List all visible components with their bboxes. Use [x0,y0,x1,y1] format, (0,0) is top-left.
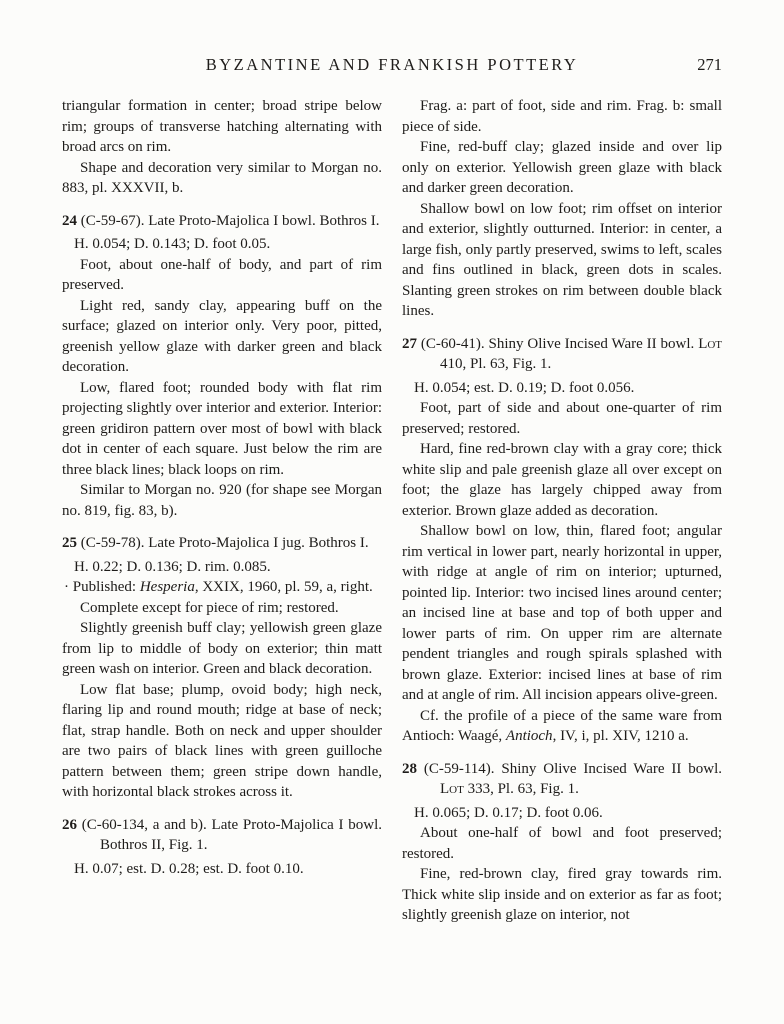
entry-number: 25 [62,535,77,551]
crossref-post: , IV, i, pl. XIV, 1210 a. [552,728,689,744]
catalog-entry-heading-28 [402,759,722,800]
entry-title-pre: (C-60-41). Shiny Olive Incised Ware II bowl. [420,335,699,352]
paragraph: About one-half of bowl and foot preserved; restored. [402,825,722,862]
cross-reference [402,706,722,747]
page-header [62,55,722,77]
catalog-entry-heading-27 [402,334,722,375]
entry-number: 24 [62,212,77,229]
entry-title: (C-60-134, a and b). Late Proto-Majolica I bowl. Bothros II, Fig. 1. [81,816,382,853]
paragraph: Similar to Morgan no. 920 (for shape see Morgan no. 819, fig. 83, b). [62,482,382,519]
paragraph: Low flat base; plump, ovoid body; high neck, flaring lip and round mouth; ridge at base of neck; flat, strap handle. Both on neck and upper shoulder are two pairs of black lines with green guilloche pattern between them; green stripe down handle, with horizontal black strokes across it. [62,681,382,800]
entry-title-post: 333, Pl. 63, Fig. 1. [463,781,579,797]
paragraph-continuation: triangular formation in center; broad stripe below rim; groups of transverse hatching alternating with broad arcs on rim. [62,98,382,155]
measurements-line: H. 0.054; est. D. 0.19; D. foot 0.056. [414,379,635,396]
entry-title-pre: (C-59-114). Shiny Olive Incised Ware II bowl. [423,760,723,777]
crossref-pre: Cf. the profile of a piece of the same ware from Antioch: Waagé, [402,707,722,744]
catalog-entry-heading-26 [62,815,382,856]
paragraph: Low, flared foot; rounded body with flat rim projecting slightly over interior and exterior. Interior: green gridiron pattern over most of bowl with black dot in center of each square. Just below the rim are three black lines; black loops on rim. [62,379,382,478]
running-head-title: BYZANTINE AND FRANKISH POTTERY [205,55,579,74]
entry-lot-smallcaps: Lot [698,335,723,352]
entry-title: (C-59-67). Late Proto-Majolica I bowl. Bothros I. [80,212,380,229]
measurements-line: H. 0.054; D. 0.143; D. foot 0.05. [74,236,271,252]
entry-title-post: 410, Pl. 63, Fig. 1. [440,356,552,372]
entry-title: (C-59-78). Late Proto-Majolica I jug. Bothros I. [80,535,369,551]
paragraph: Foot, about one-half of body, and part of rim preserved. [62,256,382,293]
entry-number: 27 [402,335,417,352]
paragraph: Complete except for piece of rim; restored. [80,599,339,616]
paragraph: Light red, sandy clay, appearing buff on the surface; glazed on interior only. Very poor, pitted, greenish yellow glaze with darker green and black decoration. [62,297,382,375]
paragraph: Frag. a: part of foot, side and rim. Frag. b: small piece of side. [402,98,722,135]
text-column-left [62,96,382,926]
paragraph: Shape and decoration very similar to Morgan no. 883, pl. XXXVII, b. [62,159,382,196]
text-columns [62,96,722,926]
paragraph: Foot, part of side and about one-quarter of rim preserved; restored. [402,400,722,437]
measurements-line: H. 0.22; D. 0.136; D. rim. 0.085. [74,558,271,575]
entry-number: 26 [62,816,77,833]
publication-journal-italic: Hesperia [139,579,195,595]
measurements-line: H. 0.07; est. D. 0.28; est. D. foot 0.10. [74,860,304,877]
catalog-entry-heading-24 [62,211,382,232]
text-column-right [402,96,722,926]
paragraph: Slightly greenish buff clay; yellowish green glaze from lip to middle of body on exterior; thin matt green wash on interior. Green and black decoration. [62,620,382,677]
page-number: 271 [697,55,722,74]
paragraph: Shallow bowl on low, thin, flared foot; angular rim vertical in lower part, nearly horizontal in upper, with ridge at angle of rim on interior; upturned, pointed lip. Interior: two incised lines around center; an incised line at base and top of both upper and lower parts of rim. On upper rim are alternate pendent triangles and rough spirals splashed with brown glaze. Exterior: incised lines at base of rim and at angle of rim. All incision appears olive-green. [402,523,722,703]
crossref-title-italic: Antioch [505,728,553,744]
paragraph: Fine, red-buff clay; glazed inside and over lip only on exterior. Yellowish green glaze with black and darker green decoration. [402,139,722,196]
publication-post: , XXIX, 1960, pl. 59, a, right. [194,579,373,595]
entry-lot-smallcaps: Lot [440,781,464,797]
publication-reference [62,577,382,598]
measurements-line: H. 0.065; D. 0.17; D. foot 0.06. [414,804,603,821]
paragraph: Shallow bowl on low foot; rim offset on interior and exterior, slightly outturned. Interior: in center, a large fish, only partly preserved, swims to left, scales and fins outlined in black, green dots in scales. Slanting green strokes on rim between double black lines. [402,200,722,319]
publication-pre: · Published: [64,579,140,595]
paragraph: Hard, fine red-brown clay with a gray core; thick white slip and pale greenish glaze all over except on foot; the glaze has largely chipped away from exterior. Brown glaze added as decoration. [402,441,722,519]
entry-number: 28 [402,760,417,777]
catalog-entry-heading-25 [62,533,382,554]
paragraph: Fine, red-brown clay, fired gray towards rim. Thick white slip inside and on exterior as far as foot; slightly greenish glaze on interior, not [402,866,722,923]
